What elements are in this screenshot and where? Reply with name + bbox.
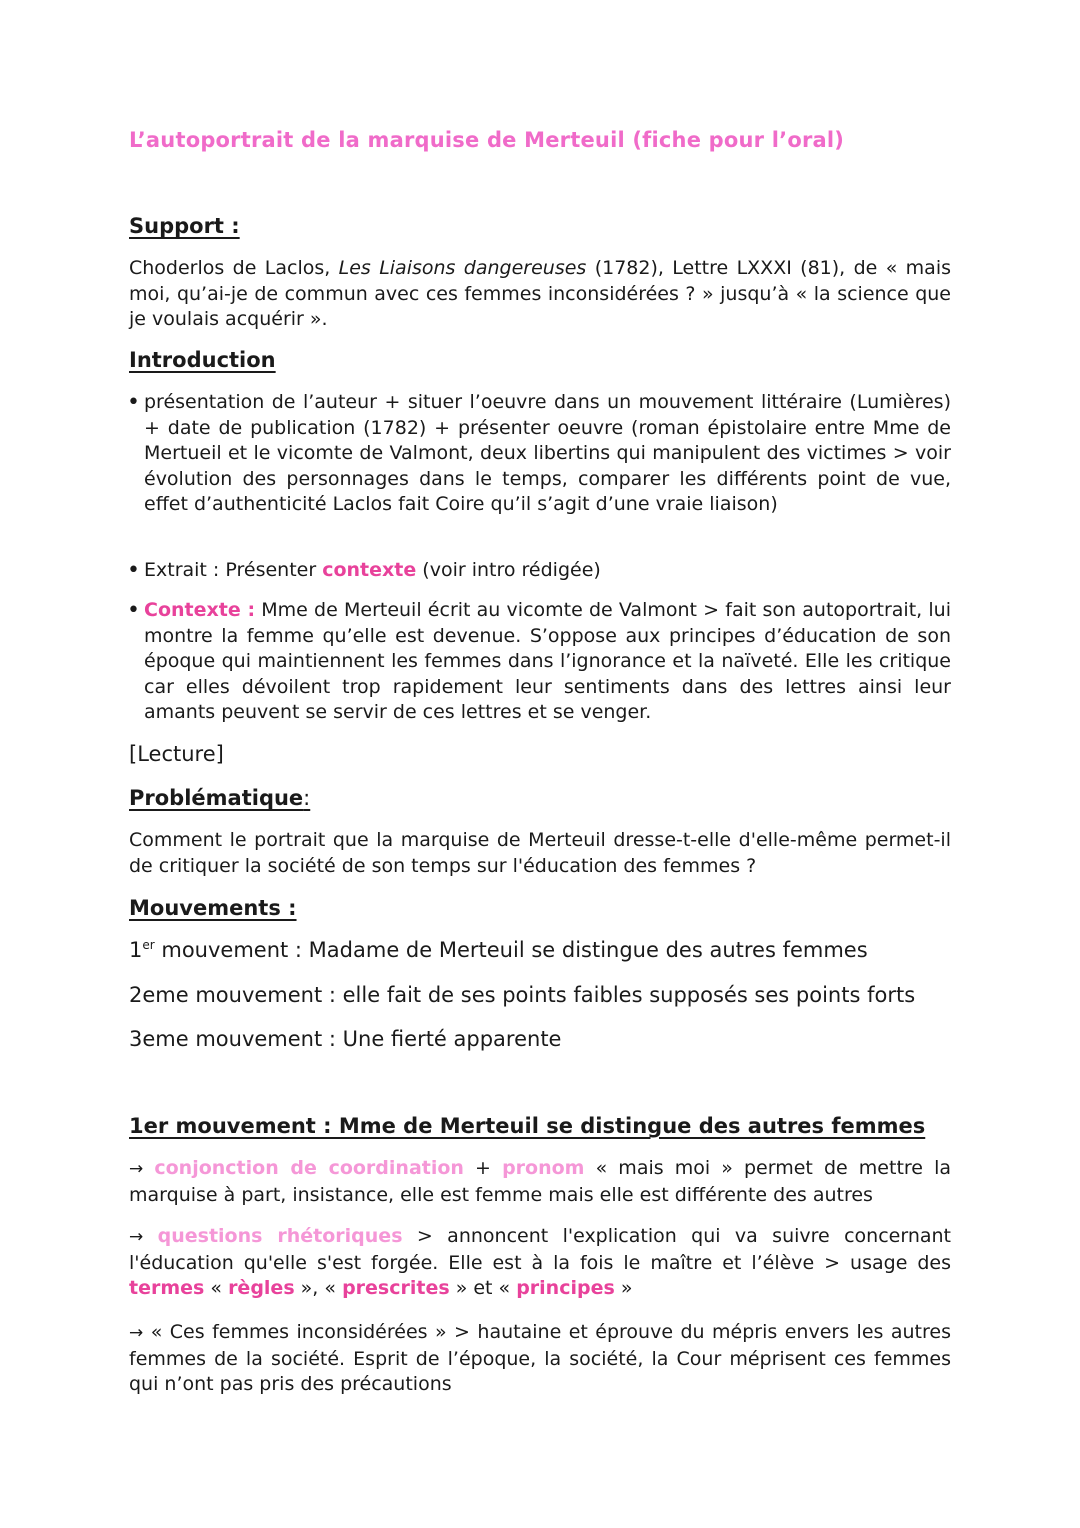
section1-paragraph-2 [129, 1224, 951, 1302]
bullet-icon: • [127, 390, 140, 415]
m1-text: mouvement : Madame de Merteuil se distingue des autres femmes [154, 938, 868, 962]
bullet-icon: • [127, 598, 140, 623]
quote-open: « [204, 1277, 229, 1299]
problematique-heading-text: Problématique [129, 786, 304, 810]
arrow-right-icon: → [129, 1159, 144, 1179]
bullet3-text: Mme de Merteuil écrit au vicomte de Valmont > fait son autoportrait, lui montre la femme qu’elle est devenue. S’oppose aux principes d’éducation de son époque qui maintiennent les femmes dans l’ignorance et la naïveté. Elle les critique car elles dévoilent trop rapidement leur sentiments dans des lettres ainsi leur amants peuvent se servir de ces lettres et se venger. [144, 599, 951, 723]
keyword-termes: termes [129, 1277, 205, 1299]
arrow-right-icon: → [129, 1227, 144, 1247]
mouvement-1 [129, 938, 868, 962]
problematique-heading [129, 786, 310, 810]
intro-bullet-2-text [144, 558, 951, 584]
introduction-heading: Introduction [129, 348, 276, 372]
bullet-icon: • [127, 558, 140, 583]
m1-sup: er [142, 938, 155, 952]
p2-text: > annoncent l'explication qui va suivre concernant l'éducation qu'elle s'est forgée. Elle est à la fois le maître et l’élève > usage des [129, 1225, 952, 1274]
quote-mid-1: », « [294, 1277, 343, 1299]
quote-mid-2: » et « [449, 1277, 517, 1299]
problematique-text: Comment le portrait que la marquise de Merteuil dresse-t-elle d'elle-même permet-il de critiquer la société de son temps sur l'éducation des femmes ? [129, 829, 951, 877]
section1-paragraph-3 [129, 1320, 951, 1398]
bullet2-pre: Extrait : Présenter [144, 559, 323, 581]
p3-text: « Ces femmes inconsidérées » > hautaine et éprouve du mépris envers les autres femmes de la société. Esprit de l’époque, la société, la Cour méprisent ces femmes qui n’ont pas pris des précautions [129, 1321, 951, 1395]
intro-bullet-1-text: présentation de l’auteur + situer l’oeuvre dans un mouvement littéraire (Lumières) + date de publication (1782) + présenter oeuvre (roman épistolaire entre Mme de Mertueil et le vicomte de Valmont, deux libertins qui manipulent des victimes > voir évolution des personnages dans le temps, comparer les différents point de vue, effet d’authenticité Laclos fait Coire qu’il s’agit d’une vraie liaison) [144, 391, 951, 515]
keyword-principes: principes [516, 1277, 615, 1299]
intro-bullet-3-text [144, 598, 951, 726]
quote-close: » [614, 1277, 633, 1299]
plus-sign: + [463, 1157, 503, 1179]
keyword-regles: règles [228, 1277, 295, 1299]
support-rest: (1782), Lettre LXXXI (81), de « mais moi, qu’ai-je de commun avec ces femmes inconsidérées ? » jusqu’à « la science que je voulais acquérir ». [129, 257, 952, 330]
p1-text: « mais moi » permet de mettre la marquise à part, insistance, elle est femme mais elle est différente des autres [129, 1157, 951, 1206]
keyword-contexte: contexte [322, 559, 417, 581]
page-title: L’autoportrait de la marquise de Merteuil (fiche pour l’oral) [129, 128, 845, 152]
support-author: Choderlos de Laclos, [129, 257, 339, 279]
keyword-pronom: pronom [502, 1157, 585, 1179]
problematique-colon: : [303, 786, 311, 810]
mouvement-3: 3eme mouvement : Une fierté apparente [129, 1027, 562, 1051]
m1-number: 1 [129, 938, 143, 962]
bullet2-post: (voir intro rédigée) [416, 559, 601, 581]
intro-bullet-2 [129, 558, 951, 584]
intro-bullet-1 [129, 390, 951, 518]
support-heading: Support : [129, 214, 240, 238]
mouvements-heading: Mouvements : [129, 896, 297, 920]
arrow-right-icon: → [129, 1323, 144, 1343]
keyword-questions-rhetoriques: questions rhétoriques [157, 1225, 403, 1247]
section1-heading: 1er mouvement : Mme de Merteuil se distingue des autres femmes [129, 1114, 926, 1138]
lecture-note: [Lecture] [129, 742, 224, 766]
keyword-conjonction: conjonction de coordination [154, 1157, 464, 1179]
section1-paragraph-1 [129, 1156, 951, 1208]
support-paragraph [129, 256, 951, 333]
support-book-title: Les Liaisons dangereuses [338, 257, 587, 279]
keyword-prescrites: prescrites [342, 1277, 450, 1299]
intro-bullet-3 [129, 598, 951, 726]
keyword-contexte-label: Contexte : [144, 599, 256, 621]
mouvement-2: 2eme mouvement : elle fait de ses points faibles supposés ses points forts [129, 983, 916, 1007]
